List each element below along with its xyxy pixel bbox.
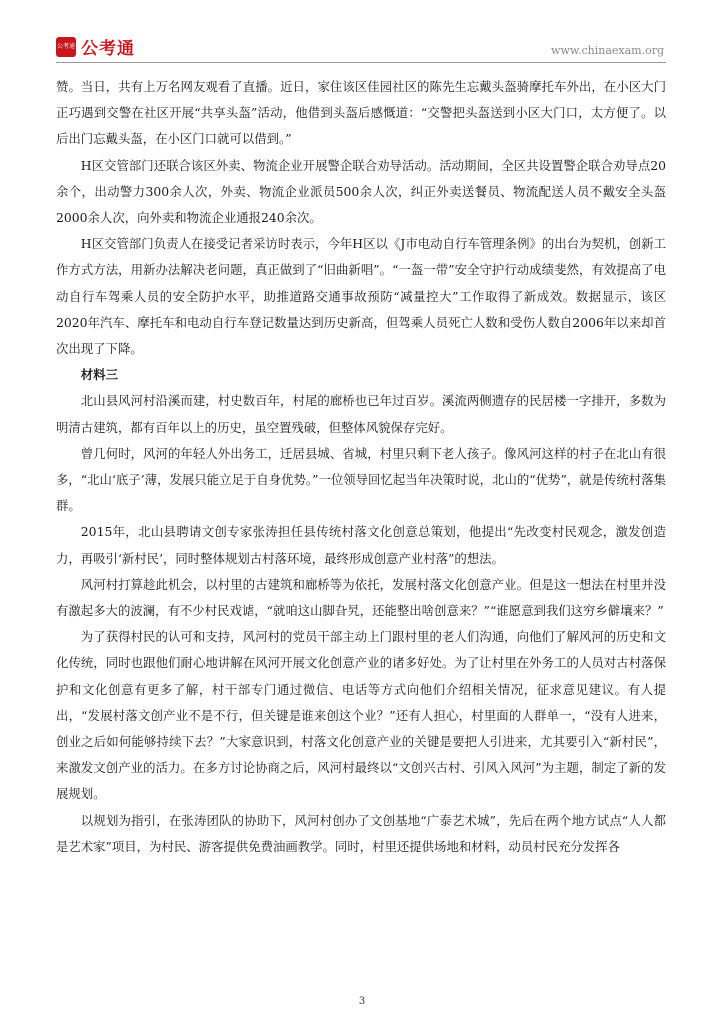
logo-badge-icon: 公考通 bbox=[56, 37, 76, 57]
page-number: 3 bbox=[358, 996, 366, 1007]
paragraph: H区交管部门负责人在接受记者采访时表示，今年H区以《J市电动自行车管理条例》的出台为契机，创新工作方式方法，用新办法解决老问题，真正做到了“旧曲新唱”。“一盔一带”安全守护行动成绩斐然，有效提高了电动自行车驾乘人员的安全防护水平，助推道路交通事故预防“减量控大”工作取得了新成效。数据显示，该区2020年汽车、摩托车和电动自行车登记数量达到历史新高，但驾乘人员死亡人数和受伤人数自2006年以来却首次出现了下降。 bbox=[56, 236, 666, 357]
paragraph: H区交管部门还联合该区外卖、物流企业开展警企联合劝导活动。活动期间，全区共设置警企联合劝导点20余个，出动警力300余人次，外卖、物流企业派员500余人次，纠正外卖送餐员、物流配送人员不戴安全头盔2000余人次，向外卖和物流企业通报240余次。 bbox=[56, 157, 666, 226]
paragraph: 风河村打算趁此机会，以村里的古建筑和廊桥等为依托，发展村落文化创意产业。但是这一想法在村里并没有激起多大的波澜，有不少村民戏谑，“就咱这山脚旮旯，还能整出啥创意来？”“谁愿意到我们这穷乡僻壤来？” bbox=[56, 576, 666, 619]
paragraph: 为了获得村民的认可和支持，风河村的党员干部主动上门跟村里的老人们沟通，向他们了解风河的历史和文化传统，同时也跟他们耐心地讲解在风河开展文化创意产业的诸多好处。为了让村里在外务工的人员对古村落保护和文化创意有更多了解，村干部专门通过微信、电话等方式向他们介绍相关情况，征求意见建议。有人提出，“发展村落文创产业不是不行，但关键是谁来创这个业？”还有人担心，村里面的人群单一，“没有人进来，创业之后如何能够持续下去？”大家意识到，村落文化创意产业的关键是要把人引进来，尤其要引入“新村民”，来激发文创产业的活力。在多方讨论协商之后，风河村最终以“文创兴古村、引风入风河”为主题，制定了新的发展规划。 bbox=[56, 629, 666, 802]
logo-text: 公考通 bbox=[81, 39, 135, 59]
paragraph: 赞。当日，共有上万名网友观看了直播。近日，家住该区佳园社区的陈先生忘戴头盔骑摩托车外出，在小区大门正巧遇到交警在社区开展“共享头盔”活动，他借到头盔后感慨道：“交警把头盔送到小区大门口，太方便了。以后出门忘戴头盔，在小区门口就可以借到。” bbox=[56, 79, 666, 147]
site-url: www.chinaexam.org bbox=[551, 44, 664, 57]
paragraph: 北山县风河村沿溪而建，村史数百年，村尾的廊桥也已年过百岁。溪流两侧遗存的民居楼一字排开，多数为明清古建筑，都有百年以上的历史，虽空置残破，但整体风貌保存完好。 bbox=[56, 393, 666, 435]
page-header bbox=[56, 34, 664, 62]
paragraph: 2015年，北山县聘请文创专家张涛担任县传统村落文化创意总策划，他提出“先改变村民观念，激发创造力，再吸引‘新村民’，同时整体规划古村落环境，最终形成创意产业村落”的想法。 bbox=[56, 524, 666, 566]
brand-logo bbox=[56, 34, 135, 59]
header-divider bbox=[56, 62, 666, 63]
paragraph: 以规划为指引，在张涛团队的协助下，风河村创办了文创基地“广泰艺术城”，先后在两个地方试点“人人都是艺术家”项目，为村民、游客提供免费油画教学。同时，村里还提供场地和材料，动员村民充分发挥各 bbox=[56, 812, 666, 854]
document-body bbox=[56, 74, 666, 860]
section-heading: 材料三 bbox=[80, 367, 118, 383]
paragraph: 曾几何时，风河的年轻人外出务工，迁居县城、省城，村里只剩下老人孩子。像风河这样的村子在北山有很多，“北山‘底子’薄，发展只能立足于自身优势。”一位领导回忆起当年决策时说，北山的“优势”，就是传统村落集群。 bbox=[56, 445, 666, 514]
